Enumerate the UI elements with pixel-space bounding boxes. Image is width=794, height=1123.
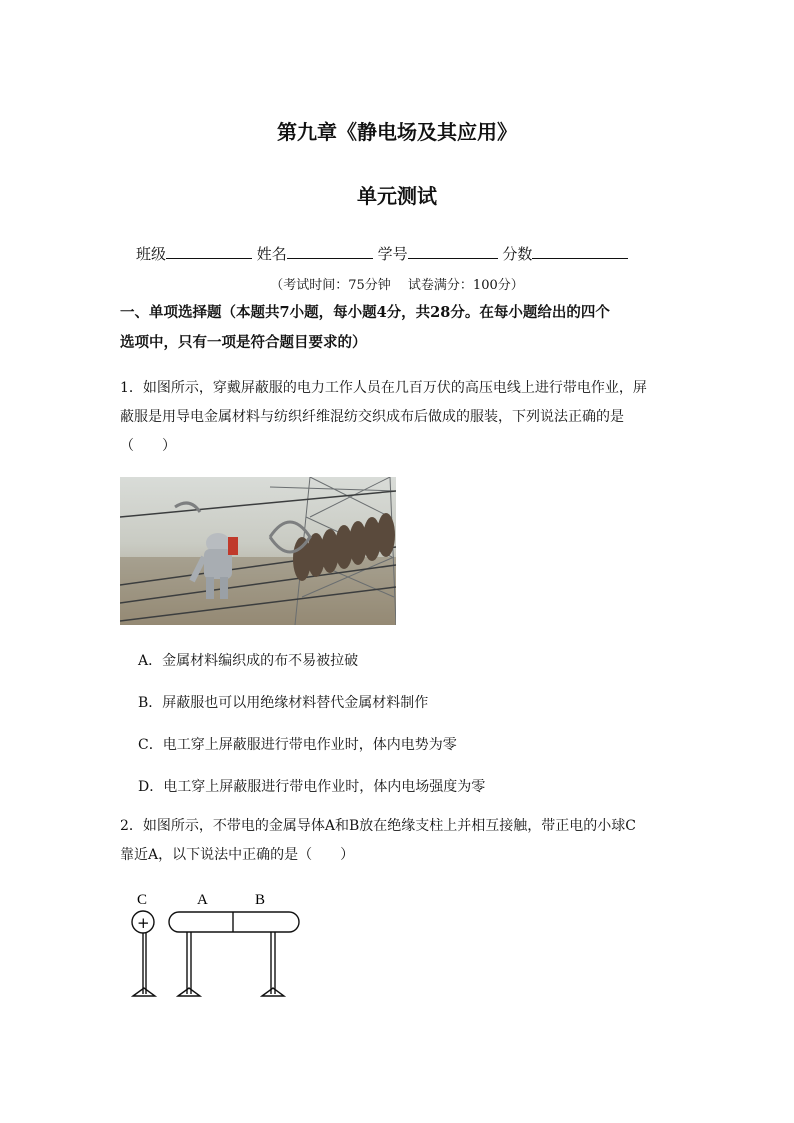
exam-note: （考试时间：75分钟 试卷满分：100分）: [270, 278, 524, 293]
score-blank[interactable]: [532, 244, 628, 259]
question-1-stem: [120, 374, 680, 461]
student-info-row: [136, 243, 628, 264]
q2-line2: 靠近A，以下说法中正确的是（ ）: [120, 847, 355, 863]
label-c: C: [137, 892, 148, 908]
name-blank[interactable]: [287, 244, 373, 259]
id-label: 学号: [377, 245, 408, 263]
q1-line3: （ ）: [120, 438, 176, 454]
class-blank[interactable]: [166, 244, 252, 259]
q1-line2: 蔽服是用导电金属材料与纺织纤维混纺交织成布后做成的服装，下列说法正确的是: [120, 409, 624, 425]
subtitle: 单元测试: [357, 184, 437, 208]
chapter-title: 第九章《静电场及其应用》: [277, 120, 517, 144]
id-blank[interactable]: [408, 244, 498, 259]
section-heading-line2: 选项中，只有一项是符合题目要求的）: [120, 334, 367, 351]
section-heading: [120, 298, 680, 358]
q1-option-d[interactable]: D．电工穿上屏蔽服进行带电作业时，体内电场强度为零: [138, 779, 486, 795]
q2-line1: 2．如图所示，不带电的金属导体A和B放在绝缘支柱上并相互接触，带正电的小球C: [120, 818, 637, 834]
section-heading-line1: 一、单项选择题（本题共7小题，每小题4分，共28分。在每小题给出的四个: [120, 304, 610, 321]
conductor-ab: [169, 912, 299, 932]
q1-option-c[interactable]: C．电工穿上屏蔽服进行带电作业时，体内电势为零: [138, 737, 457, 753]
label-a: A: [197, 892, 208, 908]
label-b: B: [255, 892, 266, 908]
score-label: 分数: [502, 245, 533, 263]
name-label: 姓名: [256, 245, 287, 263]
conductor-diagram: [125, 888, 315, 1006]
power-line-worker-photo: [120, 477, 396, 625]
class-label: 班级: [136, 245, 167, 263]
question-2-stem: [120, 812, 680, 870]
plus-sign: +: [137, 914, 150, 932]
q1-option-a[interactable]: A．金属材料编织成的布不易被拉破: [138, 653, 359, 669]
q1-line1: 1．如图所示，穿戴屏蔽服的电力工作人员在几百万伏的高压电线上进行带电作业，屏: [120, 380, 647, 396]
q1-option-b[interactable]: B．屏蔽服也可以用绝缘材料替代金属材料制作: [138, 695, 429, 711]
